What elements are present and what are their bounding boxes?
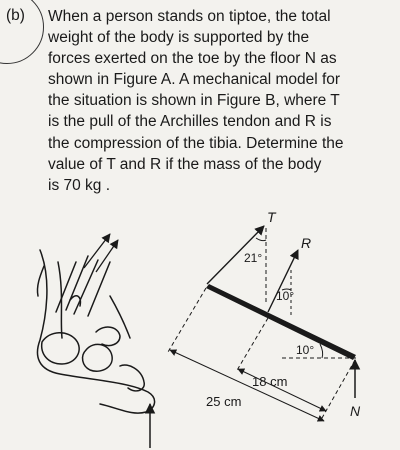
question-line: weight of the body is supported by the	[48, 29, 310, 47]
question-line: When a person stands on tiptoe, the total	[48, 8, 331, 25]
extension-line-mid	[236, 318, 268, 372]
dimension-25cm	[170, 350, 324, 421]
label-angle-10-compression: 10°	[276, 289, 295, 303]
tendon-arrow-b	[96, 240, 118, 272]
foot-sketch	[37, 250, 154, 413]
label-25cm: 25 cm	[206, 394, 242, 409]
question-line: forces exerted on the toe by the floor N as	[48, 50, 337, 68]
label-t: T	[267, 209, 276, 225]
question-line: the situation is shown in Figure B, where T	[48, 92, 340, 110]
extension-line-left	[168, 288, 206, 352]
label-18cm: 18 cm	[252, 374, 288, 389]
question-line: is the pull of the Archilles tendon and R is	[48, 113, 332, 131]
question-label: (b)	[6, 7, 25, 24]
angle-arc-tension	[256, 238, 266, 241]
label-angle-21: 21°	[244, 251, 263, 265]
question-line: is 70 kg .	[48, 176, 111, 194]
angle-arc-bar	[320, 344, 323, 358]
question-line: value of T and R if the mass of the body	[48, 155, 322, 173]
label-n: N	[350, 403, 361, 419]
question-line: shown in Figure A. A mechanical model for	[48, 71, 341, 89]
question-line: the compression of the tibia. Determine the	[48, 134, 344, 152]
label-angle-10-bar: 10°	[296, 343, 315, 357]
label-r: R	[301, 235, 312, 251]
